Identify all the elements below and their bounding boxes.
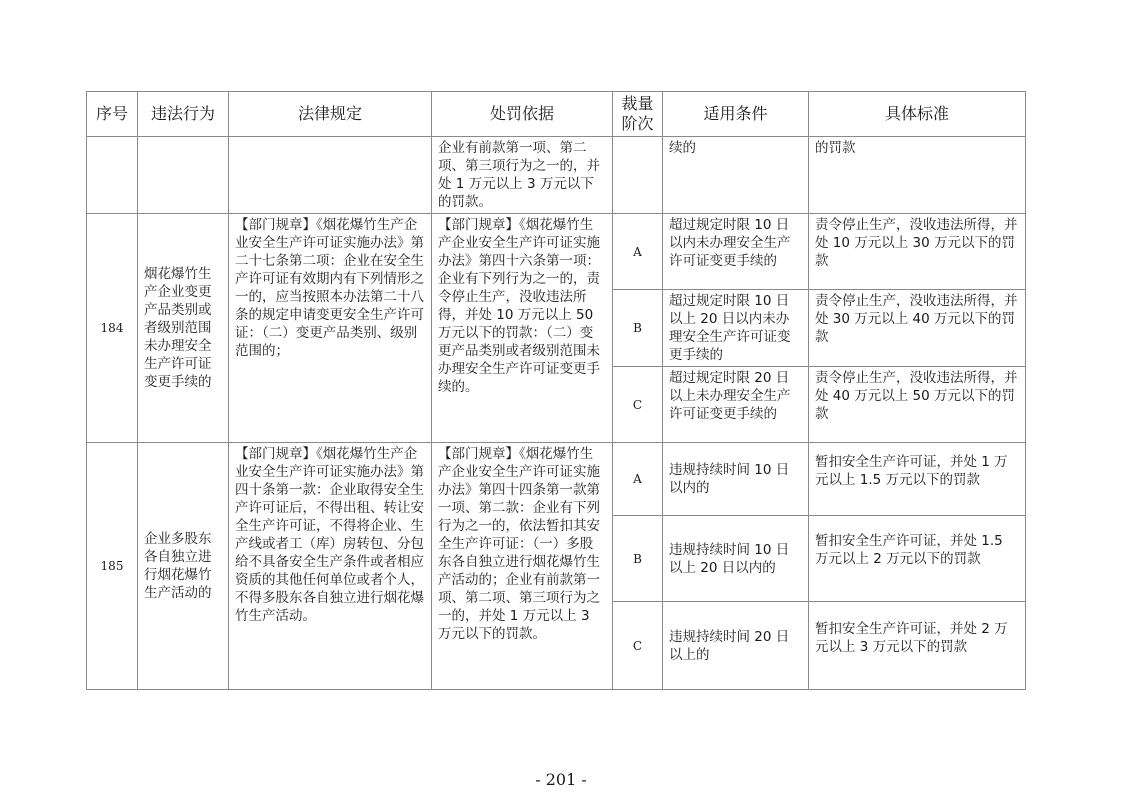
cont-condition-cell: 续的 <box>663 137 809 214</box>
row-185-legal-provision: 【部门规章】《烟花爆竹生产企业安全生产许可证实施办法》第四十条第一款：企业取得安全生产许可证后，不得出租、转让安全生产许可证，不得将企业、生产线或者工（库）房转包、分包给不具备安全生产条件或者相应资质的其他任何单位或者个人，不得多股东各自独立进行烟花爆竹生产活动。 <box>229 443 432 690</box>
cont-tier-cell <box>613 137 663 214</box>
cont-standard-cell: 的罚款 <box>809 137 1026 214</box>
table-row-185-a <box>87 443 1026 516</box>
row-185-tier-a: A <box>613 443 663 516</box>
table-row-continuation <box>87 137 1026 214</box>
cont-legal-cell <box>229 137 432 214</box>
header-violation: 违法行为 <box>138 92 229 137</box>
row-185-tier-c: C <box>613 602 663 690</box>
row-184-condition-b: 超过规定时限 10 日以上 20 日以内未办理安全生产许可证变更手续的 <box>663 290 809 367</box>
row-185-standard-c: 暂扣安全生产许可证，并处 2 万元以上 3 万元以下的罚款 <box>809 602 1026 690</box>
row-185-penalty-basis: 【部门规章】《烟花爆竹生产企业安全生产许可证实施办法》第四十四条第一款第一项、第二款：企业有下列行为之一的，依法暂扣其安全生产许可证：（一）多股东各自独立进行烟花爆竹生产活动的；企业有前款第一项、第二项、第三项行为之一的，并处 1 万元以上 3 万元以下的罚款。 <box>432 443 613 690</box>
row-185-number: 185 <box>87 443 138 690</box>
table-header-row <box>87 92 1026 137</box>
row-184-legal-provision: 【部门规章】《烟花爆竹生产企业安全生产许可证实施办法》第二十七条第二项：企业在安全生产许可证有效期内有下列情形之一的，应当按照本办法第二十八条的规定申请变更安全生产许可证：（二）变更产品类别、级别范围的； <box>229 214 432 443</box>
row-184-standard-c: 责令停止生产，没收违法所得，并处 40 万元以上 50 万元以下的罚款 <box>809 367 1026 443</box>
row-184-tier-b: B <box>613 290 663 367</box>
cont-basis-cell: 企业有前款第一项、第二项、第三项行为之一的，并处 1 万元以上 3 万元以下的罚款。 <box>432 137 613 214</box>
row-184-tier-c: C <box>613 367 663 443</box>
row-185-violation: 企业多股东各自独立进行烟花爆竹生产活动的 <box>138 443 229 690</box>
row-185-tier-b: B <box>613 516 663 602</box>
table-row-184-a <box>87 214 1026 290</box>
row-184-penalty-basis: 【部门规章】《烟花爆竹生产企业安全生产许可证实施办法》第四十六条第一项：企业有下列行为之一的，责令停止生产，没收违法所得，并处 10 万元以上 50 万元以下的罚款：（二）变更产品类别或者级别范围未办理安全生产许可证变更手续的。 <box>432 214 613 443</box>
header-applicable-condition: 适用条件 <box>663 92 809 137</box>
row-185-standard-b: 暂扣安全生产许可证，并处 1.5 万元以上 2 万元以下的罚款 <box>809 516 1026 602</box>
row-185-standard-a: 暂扣安全生产许可证，并处 1 万元以上 1.5 万元以下的罚款 <box>809 443 1026 516</box>
header-discretion-tier: 裁量阶次 <box>613 92 663 137</box>
header-legal-provision: 法律规定 <box>229 92 432 137</box>
row-184-tier-a: A <box>613 214 663 290</box>
cont-violation-cell <box>138 137 229 214</box>
row-184-violation: 烟花爆竹生产企业变更产品类别或者级别范围未办理安全生产许可证变更手续的 <box>138 214 229 443</box>
row-184-condition-a: 超过规定时限 10 日以内未办理安全生产许可证变更手续的 <box>663 214 809 290</box>
row-184-number: 184 <box>87 214 138 443</box>
row-185-condition-a: 违规持续时间 10 日以内的 <box>663 443 809 516</box>
header-specific-standard: 具体标准 <box>809 92 1026 137</box>
row-185-condition-c: 违规持续时间 20 日以上的 <box>663 602 809 690</box>
row-184-condition-c: 超过规定时限 20 日以上未办理安全生产许可证变更手续的 <box>663 367 809 443</box>
page-number: - 201 - <box>535 770 587 789</box>
header-serial-number: 序号 <box>87 92 138 137</box>
cont-number-cell <box>87 137 138 214</box>
row-184-standard-b: 责令停止生产，没收违法所得，并处 30 万元以上 40 万元以下的罚款 <box>809 290 1026 367</box>
row-184-standard-a: 责令停止生产，没收违法所得，并处 10 万元以上 30 万元以下的罚款 <box>809 214 1026 290</box>
header-penalty-basis: 处罚依据 <box>432 92 613 137</box>
penalty-standards-table <box>86 91 1026 690</box>
row-185-condition-b: 违规持续时间 10 日以上 20 日以内的 <box>663 516 809 602</box>
